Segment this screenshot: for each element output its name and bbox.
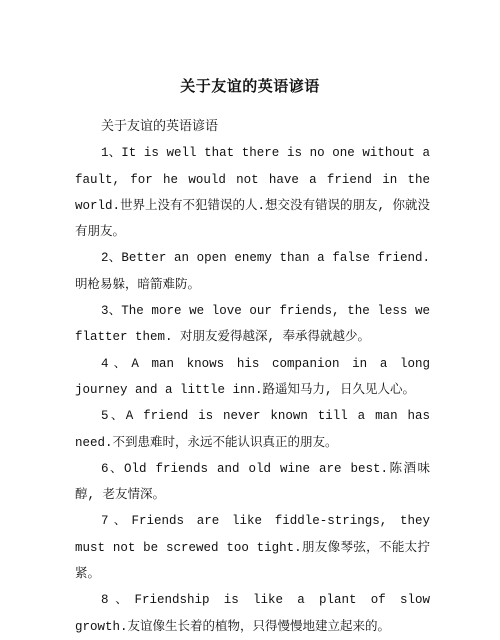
- proverb-paragraph-7: 7、Friends are like fiddle-strings, they must not be screwed too tight.朋友像琴弦，不能太拧紧。: [75, 514, 430, 582]
- intro-line: 关于友谊的英语谚语: [101, 119, 219, 134]
- document-body: [75, 114, 430, 640]
- proverb-paragraph-2: 2、Better an open enemy than a false friend.明枪易躲，暗箭难防。: [75, 251, 430, 292]
- proverb-paragraph-3: 3、The more we love our friends, the less we flatter them. 对朋友爱得越深, 奉承得就越少。: [75, 304, 430, 345]
- document-title: 关于友谊的英语谚语: [180, 77, 320, 95]
- proverb-paragraph-6: 6、Old friends and old wine are best.陈酒味醇, 老友情深。: [75, 461, 430, 503]
- proverb-paragraph-8: 8、Friendship is like a plant of slow growth.友谊像生长着的植物，只得慢慢地建立起来的。: [75, 593, 430, 634]
- proverb-paragraph-1: 1、It is well that there is no one without a fault, for he would not have a friend in the world.世界上没有不犯错误的人.想交没有错误的朋友, 你就没有朋友。: [75, 146, 431, 240]
- proverb-paragraph-4: 4、A man knows his companion in a long journey and a little inn.路遥知马力, 日久见人心。: [75, 356, 430, 397]
- proverb-paragraph-5: 5、A friend is never known till a man has need.不到患难时，永远不能认识真正的朋友。: [75, 409, 430, 450]
